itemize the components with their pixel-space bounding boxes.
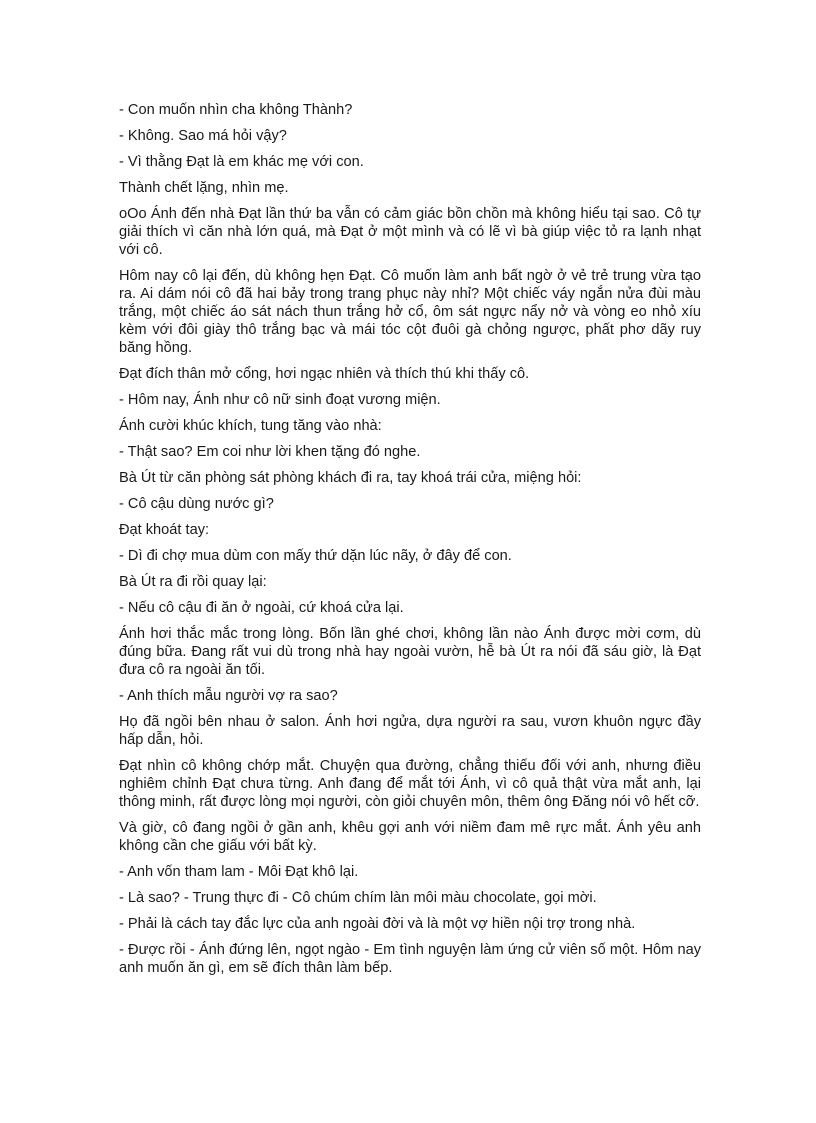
body-text	[119, 101, 701, 985]
paragraph-7: Đạt đích thân mở cổng, hơi ngạc nhiên và thích thú khi thấy cô.	[119, 366, 530, 382]
paragraph-10: - Thật sao? Em coi như lời khen tặng đó nghe.	[119, 444, 421, 460]
paragraph-21: Và giờ, cô đang ngồi ở gần anh, khêu gợi anh với niềm đam mê rực mắt. Ánh yêu anh không cần che giấu với bất kỳ.	[119, 820, 701, 854]
paragraph-15: Bà Út ra đi rồi quay lại:	[119, 574, 267, 590]
paragraph-6: Hôm nay cô lại đến, dù không hẹn Đạt. Cô muốn làm anh bất ngờ ở vẻ trẻ trung vừa tạo ra. Ai dám nói cô đã hai bảy trong trang phục này nhỉ? Một chiếc váy ngắn nửa đùi màu trắng, một chiếc áo sát nách thun trắng hở cổ, ôm sát ngực nẩy nở và vòng eo nhỏ xíu kèm với đôi giày thô trắng bạc và mái tóc cột đuôi gà chỏng ngược, phất phơ dãy ruy băng hồng.	[119, 268, 701, 356]
paragraph-13: Đạt khoát tay:	[119, 522, 210, 538]
paragraph-11: Bà Út từ căn phòng sát phòng khách đi ra, tay khoá trái cửa, miệng hỏi:	[119, 470, 582, 486]
paragraph-24: - Phải là cách tay đắc lực của anh ngoài đời và là một vợ hiền nội trợ trong nhà.	[119, 916, 636, 932]
paragraph-5: oOo Ánh đến nhà Đạt lần thứ ba vẫn có cảm giác bồn chồn mà không hiểu tại sao. Cô tự giải thích vì căn nhà lớn quá, mà Đạt ở một mình và có lẽ vì bà giúp việc tỏ ra lạnh nhạt với cô.	[119, 206, 701, 258]
paragraph-14: - Dì đi chợ mua dùm con mấy thứ dặn lúc nãy, ở đây để con.	[119, 548, 512, 564]
paragraph-3: - Vì thằng Đạt là em khác mẹ với con.	[119, 154, 364, 170]
paragraph-1: - Con muốn nhìn cha không Thành?	[119, 102, 353, 118]
paragraph-25: - Được rồi - Ánh đứng lên, ngọt ngào - Em tình nguyện làm ứng cử viên số một. Hôm nay anh muốn ăn gì, em sẽ đích thân làm bếp.	[119, 942, 701, 976]
paragraph-8: - Hôm nay, Ánh như cô nữ sinh đoạt vương miện.	[119, 392, 441, 408]
paragraph-22: - Anh vốn tham lam - Môi Đạt khô lại.	[119, 864, 359, 880]
paragraph-19: Họ đã ngồi bên nhau ở salon. Ánh hơi ngửa, dựa người ra sau, vươn khuôn ngực đầy hấp dẫn, hỏi.	[119, 714, 701, 748]
paragraph-17: Ánh hơi thắc mắc trong lòng. Bốn lần ghé chơi, không lần nào Ánh được mời cơm, dù đúng bữa. Đang rất vui dù trong nhà hay ngoài vườn, hễ bà Út ra nói đã sáu giờ, là Đạt đưa cô ra ngoài ăn tối.	[119, 626, 701, 678]
paragraph-23: - Là sao? - Trung thực đi - Cô chúm chím làn môi màu chocolate, gọi mời.	[119, 890, 597, 906]
paragraph-4: Thành chết lặng, nhìn mẹ.	[119, 180, 289, 196]
paragraph-18: - Anh thích mẫu người vợ ra sao?	[119, 688, 338, 704]
paragraph-16: - Nếu cô cậu đi ăn ở ngoài, cứ khoá cửa lại.	[119, 600, 404, 616]
paragraph-2: - Không. Sao má hỏi vậy?	[119, 128, 287, 144]
paragraph-12: - Cô cậu dùng nước gì?	[119, 496, 274, 512]
paragraph-20: Đạt nhìn cô không chớp mắt. Chuyện qua đường, chẳng thiếu đối với anh, nhưng điều nghiêm chỉnh Đạt chưa từng. Anh đang để mắt tới Ánh, vì cô quả thật vừa mắt anh, lại thông minh, rất được lòng mọi người, còn giỏi chuyên môn, thêm ông Đăng nói vô hết cỡ.	[119, 758, 701, 810]
paragraph-9: Ánh cười khúc khích, tung tăng vào nhà:	[119, 418, 382, 434]
